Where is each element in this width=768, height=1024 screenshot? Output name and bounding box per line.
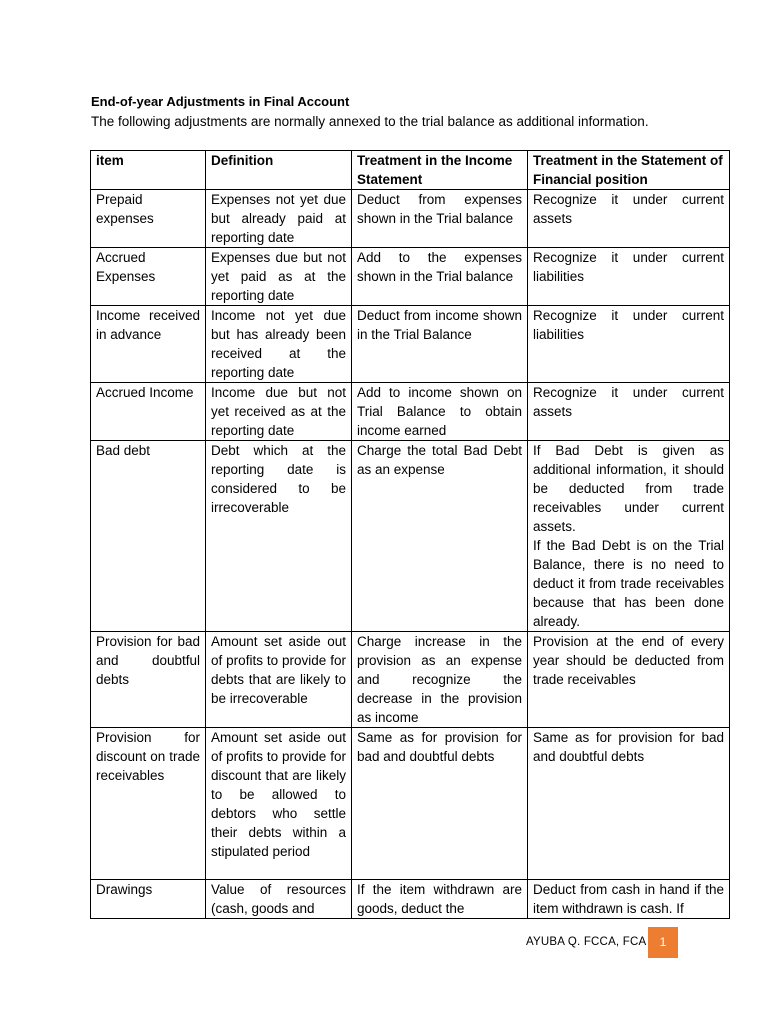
cell-income-treatment: Charge increase in the provision as an expense and recognize the decrease in the provision as income xyxy=(352,632,528,728)
table-row xyxy=(91,880,730,919)
cell-sofp-treatment xyxy=(528,441,730,632)
cell-item: Accrued Expenses xyxy=(91,248,206,306)
cell-definition: Amount set aside out of profits to provide for discount that are likely to be allowed to debtors who settle their debts within a stipulated period xyxy=(206,728,352,880)
cell-item: Income received in advance xyxy=(91,306,206,383)
cell-sofp-treatment: Deduct from cash in hand if the item withdrawn is cash. If xyxy=(528,880,730,919)
cell-income-treatment: Same as for provision for bad and doubtful debts xyxy=(352,728,528,880)
document-title: End-of-year Adjustments in Final Account xyxy=(91,94,350,109)
cell-item: Drawings xyxy=(91,880,206,919)
cell-sofp-treatment: Same as for provision for bad and doubtful debts xyxy=(528,728,730,880)
page-number-badge: 1 xyxy=(648,927,678,958)
cell-income-treatment: Add to income shown on Trial Balance to obtain income earned xyxy=(352,383,528,441)
header-definition: Definition xyxy=(206,151,352,190)
cell-definition: Expenses not yet due but already paid at reporting date xyxy=(206,190,352,248)
cell-sofp-treatment: Recognize it under current assets xyxy=(528,190,730,248)
cell-income-treatment: Charge the total Bad Debt as an expense xyxy=(352,441,528,632)
cell-definition: Value of resources (cash, goods and xyxy=(206,880,352,919)
table-row xyxy=(91,441,730,632)
sofp-paragraph: If Bad Debt is given as additional information, it should be deducted from trade receivables under current assets. xyxy=(533,443,724,534)
sofp-paragraph: If the Bad Debt is on the Trial Balance, there is no need to deduct it from trade receivables because that has been done already. xyxy=(533,538,724,629)
cell-income-treatment: Deduct from income shown in the Trial Balance xyxy=(352,306,528,383)
header-income-statement: Treatment in the Income Statement xyxy=(352,151,528,190)
cell-item: Prepaid expenses xyxy=(91,190,206,248)
table-row xyxy=(91,632,730,728)
cell-sofp-treatment: Recognize it under current liabilities xyxy=(528,248,730,306)
cell-item: Provision for bad and doubtful debts xyxy=(91,632,206,728)
table-row xyxy=(91,728,730,880)
cell-item: Bad debt xyxy=(91,441,206,632)
table-row xyxy=(91,306,730,383)
table-row xyxy=(91,383,730,441)
header-item: item xyxy=(91,151,206,190)
cell-item: Accrued Income xyxy=(91,383,206,441)
cell-definition: Income not yet due but has already been received at the reporting date xyxy=(206,306,352,383)
table-header-row xyxy=(91,151,730,190)
cell-income-treatment: Add to the expenses shown in the Trial balance xyxy=(352,248,528,306)
header-financial-position: Treatment in the Statement of Financial position xyxy=(528,151,730,190)
cell-definition: Expenses due but not yet paid as at the reporting date xyxy=(206,248,352,306)
cell-item: Provision for discount on trade receivables xyxy=(91,728,206,880)
cell-sofp-treatment: Recognize it under current assets xyxy=(528,383,730,441)
table-row xyxy=(91,190,730,248)
cell-income-treatment: Deduct from expenses shown in the Trial balance xyxy=(352,190,528,248)
footer-author: AYUBA Q. FCCA, FCA xyxy=(526,936,647,948)
cell-sofp-treatment: Provision at the end of every year should be deducted from trade receivables xyxy=(528,632,730,728)
table-row xyxy=(91,248,730,306)
cell-definition: Amount set aside out of profits to provide for debts that are likely to be irrecoverable xyxy=(206,632,352,728)
cell-definition: Debt which at the reporting date is considered to be irrecoverable xyxy=(206,441,352,632)
intro-paragraph: The following adjustments are normally annexed to the trial balance as additional information. xyxy=(91,114,649,129)
adjustments-table xyxy=(90,150,730,919)
cell-definition: Income due but not yet received as at the reporting date xyxy=(206,383,352,441)
cell-sofp-treatment: Recognize it under current liabilities xyxy=(528,306,730,383)
cell-income-treatment: If the item withdrawn are goods, deduct the xyxy=(352,880,528,919)
